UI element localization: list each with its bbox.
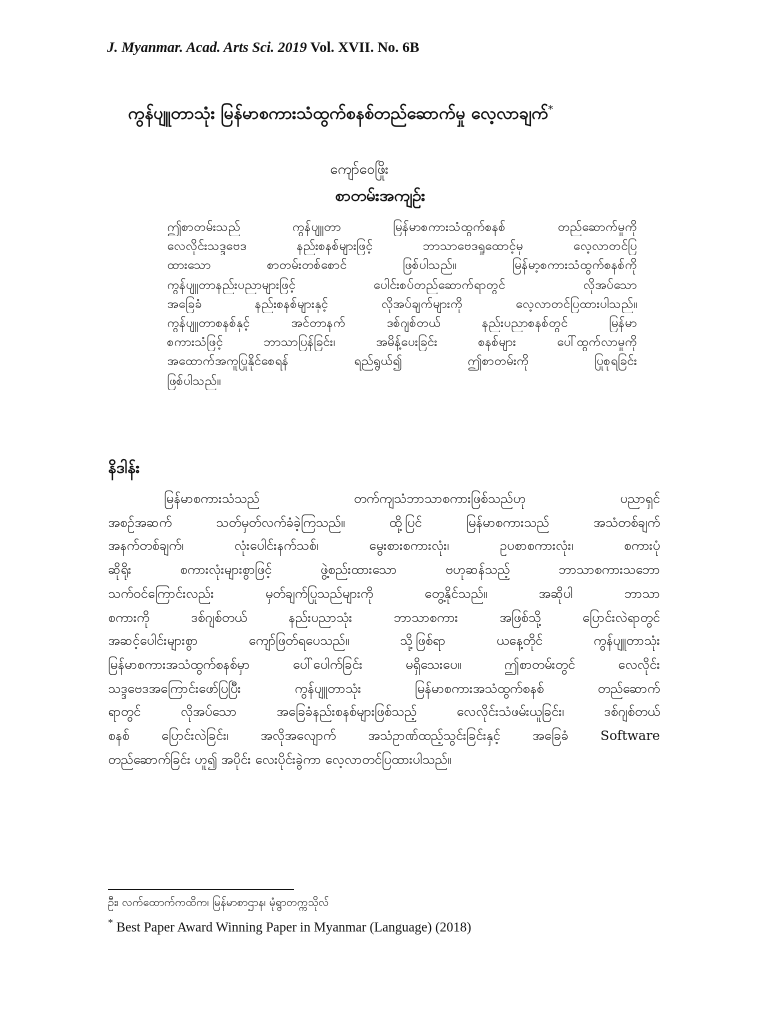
journal-name: J. Myanmar. Acad. Arts Sci. 2019: [107, 40, 307, 56]
abstract-line: ဤစာတမ်းသည် ကွန်ပျူတာ မြန်မာစကားသံထွက်စနစ် တည်ဆောက်မှုကို: [167, 219, 637, 234]
abstract-line: ကွန်ပျူတာစနစ်နှင့် အင်တာနက် ဒစ်ဂျစ်တယ် နည်းပညာစနစ်တွင် မြန်မာ: [167, 315, 637, 331]
award-text: Best Paper Award Winning Paper in Myanmar (Language) (2018): [116, 919, 472, 935]
body-line: ရာတွင် လိုအပ်သော အခြေခံနည်းစနစ်များဖြစ်သည့် လေလိုင်းသံဖမ်းယူခြင်း၊ ဒစ်ဂျစ်တယ်: [108, 705, 660, 721]
body-line: စကားကို ဒစ်ဂျစ်တယ် နည်းပညာသုံး ဘာသာစကား အဖြစ်သို့ ပြောင်းလဲရာတွင်: [108, 610, 660, 626]
body-line: အစဉ်အဆက် သတ်မှတ်လက်ခံခဲ့ကြသည်။ ထို့ပြင် မြန်မာစကားသည် အသံတစ်ချက်: [108, 515, 660, 531]
paper-title-text: ကွန်ပျူတာသုံး မြန်မာစကားသံထွက်စနစ်တည်ဆောက်မှု လေ့လာချက်: [128, 104, 549, 124]
abstract-line: အခြေခံ နည်းစနစ်များနှင့် လိုအပ်ချက်များကို လေ့လာတင်ပြထားပါသည်။: [167, 295, 637, 311]
body-line: စနစ် ပြောင်းလဲခြင်း၊ အလိုအလျောက် အသံဥာဏ်ထည့်သွင်းခြင်းနှင့် အခြေခံ Software: [108, 729, 660, 745]
abstract-body: [167, 217, 637, 390]
body-line: အဆင့်ပေါင်းများစွာ ကျော်ဖြတ်ရပေသည်။ သို့ဖြစ်ရာ ယနေ့တိုင် ကွန်ပျူတာသုံး: [108, 634, 660, 650]
award-footnote-mark: *: [108, 918, 113, 929]
abstract-line: ထားသော စာတမ်းတစ်စောင် ဖြစ်ပါသည်။ မြန်မာ့စကားသံထွက်စနစ်ကို: [167, 257, 637, 273]
body-line: အနက်တစ်ချက်၊ လုံးပေါင်းနက်သစ်၊ မွေးစားစကားလုံး၊ ဥပစာစကားလုံး၊ စကားပုံ: [108, 539, 660, 555]
abstract-line: အထောက်အကူပြုနိုင်စေရန် ရည်ရွယ်၍ ဤစာတမ်းကို ပြုစုရခြင်း: [167, 353, 637, 369]
volume-info: Vol. XVII. No. 6B: [306, 40, 420, 56]
running-head: [107, 40, 419, 57]
abstract-line: လေလိုင်းသဒ္ဒဗေဒ နည်းစနစ်များဖြင့် ဘာသာဗေဒရှုထောင့်မှ လေ့လာတင်ပြ: [167, 238, 637, 254]
author-name: ကျော်ဝေဖြိုး: [330, 162, 389, 178]
footnote-affiliation: ဦး၊ လက်ထောက်ကထိက၊ မြန်မာစာဌာန၊ မုံရွာတက္ကသိုလ်: [108, 896, 329, 909]
abstract-line: စကားသံဖြင့် ဘာသာပြန်ခြင်း၊ အမိန့်ပေးခြင်း စနစ်များ ပေါ်ထွက်လာမှုကို: [167, 334, 637, 350]
body-line: မြန်မာစကားသံသည် တက်ကျသံဘာသာစကားဖြစ်သည်ဟု ပညာရှင်: [164, 492, 660, 507]
body-line: တည်ဆောက်ခြင်း ဟူ၍ အပိုင်း လေးပိုင်းခွဲကာ လေ့လာတင်ပြထားပါသည်။: [108, 752, 452, 768]
body-line: သဒ္ဒဗေဒအကြောင်းဖော်ပြပြီး ကွန်ပျူတာသုံး မြန်မာစကားအသံထွက်စနစ် တည်ဆောက်: [108, 681, 660, 697]
footnote-divider: [108, 889, 294, 890]
body-line: သက်ဝင်ကြောင်းလည်း မှတ်ချက်ပြုသည်များကို တွေ့နိုင်သည်။ အဆိုပါ ဘာသာ: [108, 586, 660, 602]
introduction-body: [108, 488, 660, 772]
abstract-line: ကွန်ပျူတာနည်းပညာများဖြင့် ပေါင်းစပ်တည်ဆောက်ရာတွင် လိုအပ်သော: [167, 276, 637, 292]
introduction-heading: နိဒါန်း: [108, 458, 140, 477]
paper-title: [128, 103, 658, 128]
footnote-award: [108, 918, 471, 936]
title-footnote-mark: *: [548, 104, 554, 116]
body-line: ဆိုရိုး စကားလုံးများစွာဖြင့် ဖွဲ့စည်းထားသော ဗဟုဆန်သည့် ဘာသာစကားသဘော: [108, 563, 660, 579]
body-line: မြန်မာစကားအသံထွက်စနစ်မှာ ပေါ်ပေါက်ခြင်း မရှိသေးပေ။ ဤစာတမ်းတွင် လေလိုင်း: [108, 657, 660, 673]
abstract-line: ဖြစ်ပါသည်။: [167, 372, 221, 388]
abstract-heading: စာတမ်းအကျဉ်း: [335, 186, 426, 205]
